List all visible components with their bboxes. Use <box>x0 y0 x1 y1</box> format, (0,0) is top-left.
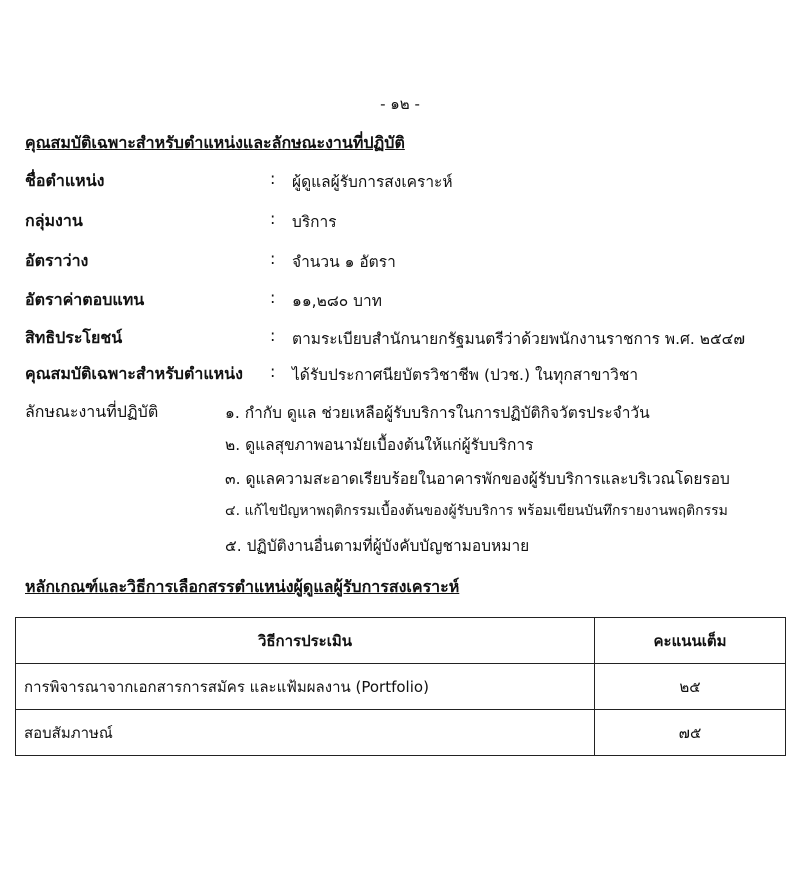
page-number: - ๑๒ - <box>380 95 420 113</box>
table-cell-score: ๒๕ <box>595 664 786 710</box>
field-colon: : <box>270 249 276 268</box>
field-label-position: ชื่อตำแหน่ง <box>25 171 105 190</box>
duty-item: ๓. ดูแลความสะอาดเรียบร้อยในอาคารพักของผู้รับบริการและบริเวณโดยรอบ <box>225 470 730 488</box>
field-value-work-group: บริการ <box>292 213 337 231</box>
field-label-vacancies: อัตราว่าง <box>25 251 89 270</box>
section-heading-qualifications: คุณสมบัติเฉพาะสำหรับตำแหน่งและลักษณะงานที่ปฏิบัติ <box>25 133 405 152</box>
table-row <box>16 710 786 756</box>
duty-item: ๑. กำกับ ดูแล ช่วยเหลือผู้รับบริการในการปฏิบัติกิจวัตรประจำวัน <box>225 404 650 422</box>
field-value-position: ผู้ดูแลผู้รับการสงเคราะห์ <box>292 173 453 191</box>
table-cell-method: สอบสัมภาษณ์ <box>16 710 595 756</box>
duty-item: ๔. แก้ไขปัญหาพฤติกรรมเบื้องต้นของผู้รับบริการ พร้อมเขียนบันทึกรายงานพฤติกรรม <box>225 503 728 519</box>
field-label-benefits: สิทธิประโยชน์ <box>25 328 123 347</box>
table-row <box>16 664 786 710</box>
field-label-work-group: กลุ่มงาน <box>25 211 83 230</box>
duty-item: ๒. ดูแลสุขภาพอนามัยเบื้องต้นให้แก่ผู้รับบริการ <box>225 436 534 454</box>
field-colon: : <box>270 209 276 228</box>
duties-label: ลักษณะงานที่ปฏิบัติ <box>25 402 159 421</box>
field-colon: : <box>270 326 276 345</box>
field-label-qualification: คุณสมบัติเฉพาะสำหรับตำแหน่ง <box>25 364 243 383</box>
field-colon: : <box>270 169 276 188</box>
field-label-compensation: อัตราค่าตอบแทน <box>25 290 145 309</box>
assessment-table <box>15 617 786 756</box>
field-colon: : <box>270 288 276 307</box>
field-value-qualification: ได้รับประกาศนียบัตรวิชาชีพ (ปวช.) ในทุกสาขาวิชา <box>292 366 639 384</box>
duty-item: ๕. ปฏิบัติงานอื่นตามที่ผู้บังคับบัญชามอบหมาย <box>225 537 530 555</box>
table-header-method: วิธีการประเมิน <box>16 618 595 664</box>
table-cell-score: ๗๕ <box>595 710 786 756</box>
table-cell-method: การพิจารณาจากเอกสารการสมัคร และแฟ้มผลงาน (Portfolio) <box>16 664 595 710</box>
table-header-row <box>16 618 786 664</box>
field-value-vacancies: จำนวน ๑ อัตรา <box>292 253 396 271</box>
section-heading-selection-criteria: หลักเกณฑ์และวิธีการเลือกสรรตำแหน่งผู้ดูแลผู้รับการสงเคราะห์ <box>25 577 460 596</box>
table-header-score: คะแนนเต็ม <box>595 618 786 664</box>
field-value-compensation: ๑๑,๒๘๐ บาท <box>292 292 382 310</box>
field-value-benefits: ตามระเบียบสำนักนายกรัฐมนตรีว่าด้วยพนักงานราชการ พ.ศ. ๒๕๔๗ <box>292 330 746 348</box>
field-colon: : <box>270 362 276 381</box>
